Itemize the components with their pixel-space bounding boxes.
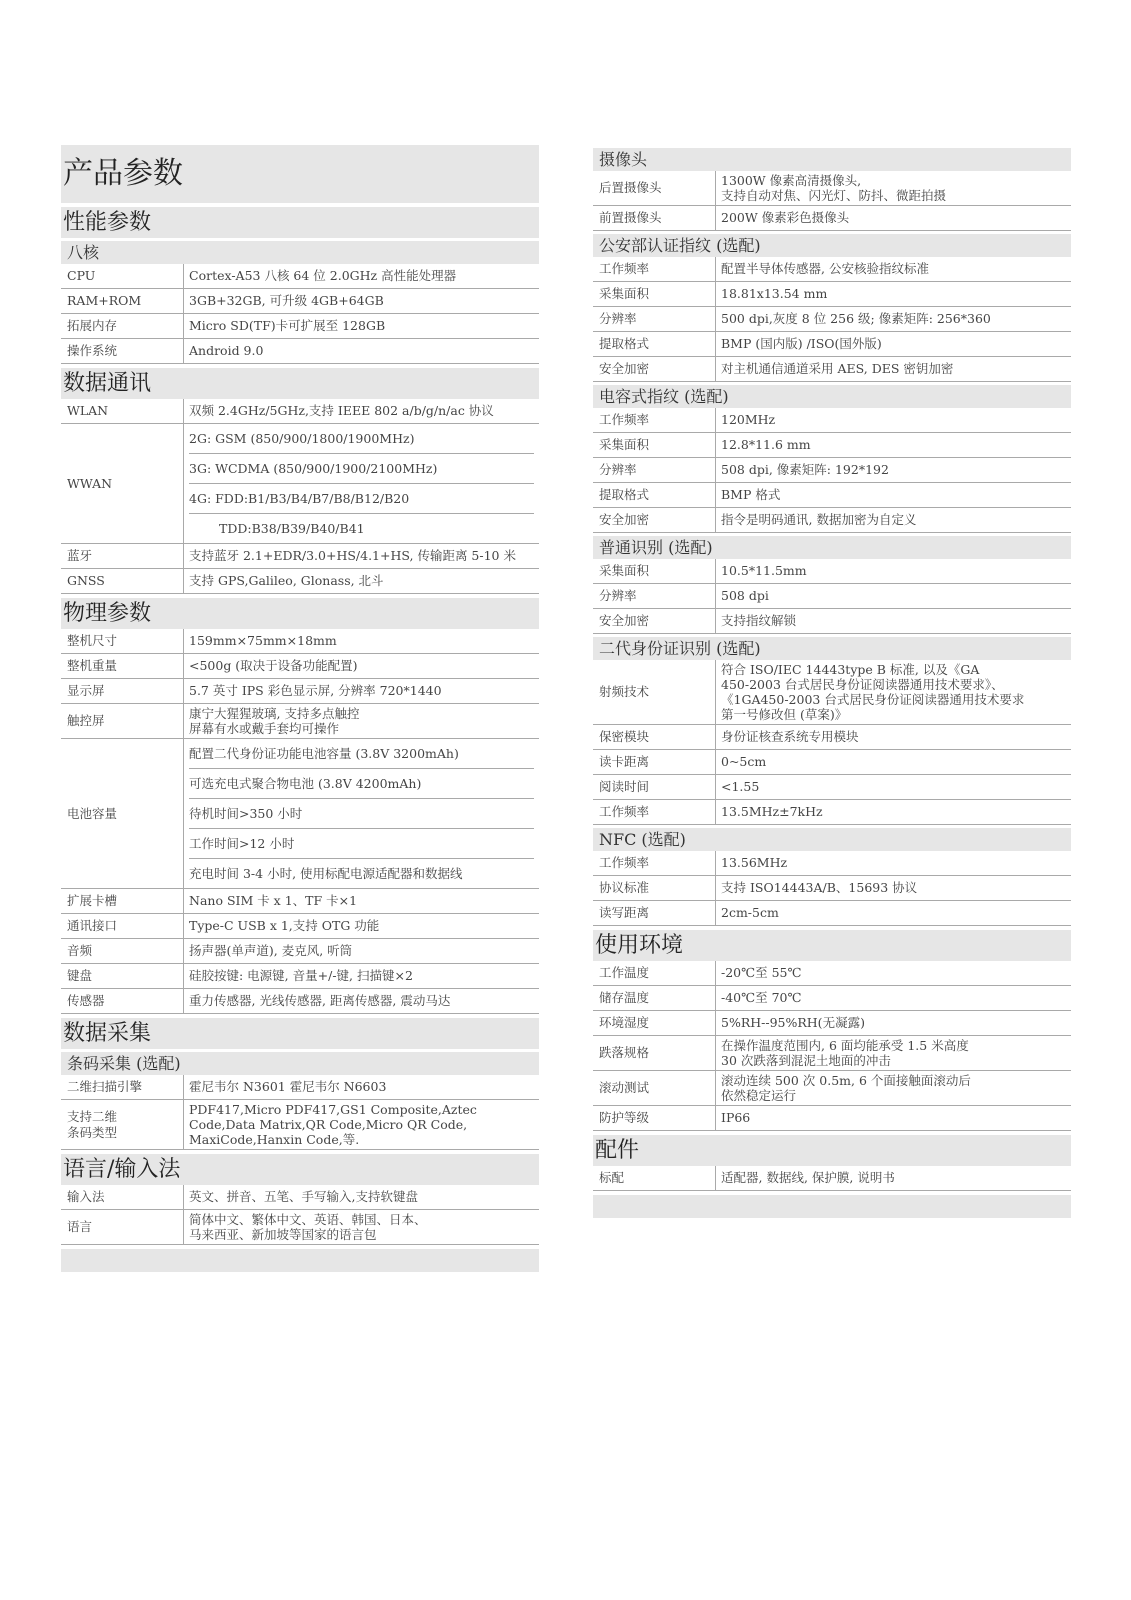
spec-value	[716, 961, 1071, 985]
spec-value	[716, 775, 1071, 799]
spec-label: 读卡距离	[593, 750, 716, 774]
spec-value-line: 450-2003 台式居民身份证阅读器通用技术要求》、	[721, 677, 1004, 692]
spec-value	[716, 171, 1071, 205]
spec-label: 安全加密	[593, 508, 716, 532]
spec-value-line: IP66	[721, 1110, 751, 1125]
spec-value	[716, 851, 1071, 875]
spec-value-line: 屏幕有水或戴手套均可操作	[189, 721, 340, 736]
spec-value-line: 支持 ISO14443A/B、15693 协议	[721, 880, 918, 895]
spec-value-line: 对主机通信通道采用 AES, DES 密钥加密	[721, 361, 954, 376]
spec-row	[593, 508, 1071, 533]
spec-label: WWAN	[61, 424, 184, 543]
spec-label: 整机尺寸	[61, 629, 184, 653]
spec-row	[593, 171, 1071, 206]
spec-value-line: 508 dpi	[721, 588, 769, 603]
spec-row	[61, 939, 539, 964]
spec-value	[184, 264, 539, 288]
spec-row	[593, 483, 1071, 508]
spec-value-line: 适配器, 数据线, 保护膜, 说明书	[721, 1170, 895, 1185]
spec-value-line: 0~5cm	[721, 754, 767, 769]
spec-value-line: 符合 ISO/IEC 14443type B 标准, 以及《GA	[721, 662, 980, 677]
spec-label: 标配	[593, 1166, 716, 1190]
spec-label: 保密模块	[593, 725, 716, 749]
spec-label: 输入法	[61, 1185, 184, 1209]
spec-row	[61, 544, 539, 569]
spec-value	[184, 544, 539, 568]
spec-value	[716, 433, 1071, 457]
spec-label: CPU	[61, 264, 184, 288]
spec-row	[593, 1036, 1071, 1071]
spec-label: 操作系统	[61, 339, 184, 363]
spec-label: 二维扫描引擎	[61, 1075, 184, 1099]
spec-label: 滚动测试	[593, 1071, 716, 1105]
spec-row	[593, 961, 1071, 986]
spec-label: 蓝牙	[61, 544, 184, 568]
spec-value-line: 第一号修改但 (草案)》	[721, 707, 848, 722]
spec-value	[184, 1100, 539, 1149]
spec-value	[716, 508, 1071, 532]
spec-label: 分辨率	[593, 458, 716, 482]
spec-value-line: 硅胶按键: 电源键, 音量+/-键, 扫描键×2	[189, 968, 413, 983]
spec-value-line: 在操作温度范围内, 6 面均能承受 1.5 米高度	[721, 1038, 969, 1053]
spec-value	[716, 1036, 1071, 1070]
spec-value	[716, 1166, 1071, 1190]
spec-value-subrow: 2G: GSM (850/900/1800/1900MHz)	[189, 424, 534, 454]
spec-row	[593, 282, 1071, 307]
spec-label: 采集面积	[593, 559, 716, 583]
spec-value-subrow: 待机时间>350 小时	[189, 799, 534, 829]
spec-row	[61, 679, 539, 704]
spec-value-line: 5%RH--95%RH(无凝露)	[721, 1015, 865, 1030]
spec-label: 后置摄像头	[593, 171, 716, 205]
subsection-heading: 摄像头	[593, 148, 1071, 171]
spec-label: 射频技术	[593, 660, 716, 724]
section-heading: 性能参数	[61, 207, 539, 238]
spec-value	[184, 629, 539, 653]
subsection-heading: NFC (选配)	[593, 828, 1071, 851]
spec-label: 分辨率	[593, 307, 716, 331]
spec-row	[593, 986, 1071, 1011]
spec-row	[593, 725, 1071, 750]
section-heading: 配件	[593, 1135, 1071, 1166]
spec-value-subrow: 3G: WCDMA (850/900/1900/2100MHz)	[189, 454, 534, 484]
spec-value-line: MaxiCode,Hanxin Code,等.	[189, 1132, 360, 1147]
spec-value-line: 依然稳定运行	[721, 1088, 797, 1103]
spec-label: 传感器	[61, 989, 184, 1013]
spec-row	[61, 399, 539, 424]
spec-row	[61, 339, 539, 364]
spec-value-line: BMP 格式	[721, 487, 781, 502]
spec-value-line: 霍尼韦尔 N3601 霍尼韦尔 N6603	[189, 1079, 387, 1094]
spec-value	[184, 424, 539, 543]
spec-row	[61, 889, 539, 914]
spec-value-line: 支持自动对焦、闪光灯、防抖、微距拍摄	[721, 188, 947, 203]
spec-value-block	[721, 171, 1066, 205]
spec-value	[184, 704, 539, 738]
spec-row	[61, 914, 539, 939]
spec-row	[61, 289, 539, 314]
subsection-heading: 八核	[61, 241, 539, 264]
spec-value-line: 双频 2.4GHz/5GHz,支持 IEEE 802 a/b/g/n/ac 协议	[189, 403, 494, 418]
spec-value-line: 159mm×75mm×18mm	[189, 633, 337, 648]
spec-value	[184, 889, 539, 913]
spec-value-line: -40℃至 70℃	[721, 990, 802, 1005]
spec-label: 安全加密	[593, 357, 716, 381]
spec-value-subrow: 充电时间 3-4 小时, 使用标配电源适配器和数据线	[189, 866, 463, 881]
spec-label: 键盘	[61, 964, 184, 988]
spec-value	[716, 307, 1071, 331]
spec-label: 显示屏	[61, 679, 184, 703]
spec-value-line: 马来西亚、新加坡等国家的语言包	[189, 1227, 377, 1242]
section-heading: 使用环境	[593, 930, 1071, 961]
spec-label: 语言	[61, 1210, 184, 1244]
right-column	[593, 145, 1071, 1218]
spec-value	[716, 1106, 1071, 1130]
spec-value-line: 重力传感器, 光线传感器, 距离传感器, 震动马达	[189, 993, 451, 1008]
spec-value	[716, 725, 1071, 749]
spec-label: 拓展内存	[61, 314, 184, 338]
spec-value	[184, 289, 539, 313]
spec-value-line: 500 dpi,灰度 8 位 256 级; 像素矩阵: 256*360	[721, 311, 991, 326]
spec-row	[593, 559, 1071, 584]
spec-label: 阅读时间	[593, 775, 716, 799]
spec-label: 工作频率	[593, 408, 716, 432]
spec-label: 工作频率	[593, 851, 716, 875]
spec-label: 防护等级	[593, 1106, 716, 1130]
spec-row	[593, 750, 1071, 775]
spec-value-block	[721, 660, 1066, 724]
spec-label: 采集面积	[593, 433, 716, 457]
spec-value-block	[721, 1036, 1066, 1070]
spec-row	[593, 1071, 1071, 1106]
spec-value-line: <500g (取决于设备功能配置)	[189, 658, 358, 673]
spec-value	[716, 609, 1071, 633]
spec-label: 整机重量	[61, 654, 184, 678]
spec-row	[593, 609, 1071, 634]
spec-row	[593, 332, 1071, 357]
spec-row	[61, 1100, 539, 1150]
spec-row	[61, 989, 539, 1014]
spec-value-line: 13.56MHz	[721, 855, 788, 870]
spec-label: 工作频率	[593, 800, 716, 824]
spec-label: 跌落规格	[593, 1036, 716, 1070]
spec-row	[61, 264, 539, 289]
spec-value	[716, 876, 1071, 900]
spec-label: 工作温度	[593, 961, 716, 985]
spec-value	[716, 1071, 1071, 1105]
spec-row	[61, 964, 539, 989]
spec-row	[593, 257, 1071, 282]
spec-label: GNSS	[61, 569, 184, 593]
spec-value-line: 120MHz	[721, 412, 776, 427]
spec-value-line: 身份证核查系统专用模块	[721, 729, 859, 744]
spec-value-line: Type-C USB x 1,支持 OTG 功能	[189, 918, 380, 933]
spec-row	[593, 660, 1071, 725]
section-heading: 语言/输入法	[61, 1154, 539, 1185]
spec-row	[593, 901, 1071, 926]
spec-value-line: Code,Data Matrix,QR Code,Micro QR Code,	[189, 1117, 468, 1132]
spec-value	[716, 408, 1071, 432]
spec-value	[716, 800, 1071, 824]
spec-row	[61, 1185, 539, 1210]
spec-label: WLAN	[61, 399, 184, 423]
spec-value-subrow: TDD:B38/B39/B40/B41	[219, 521, 365, 536]
spec-value	[184, 964, 539, 988]
spec-value-subrow: 配置二代身份证功能电池容量 (3.8V 3200mAh)	[189, 739, 534, 769]
spec-value-line: 简体中文、繁体中文、英语、韩国、日本、	[189, 1212, 427, 1227]
spec-value	[716, 458, 1071, 482]
spec-value	[716, 750, 1071, 774]
spec-value-block	[189, 1210, 534, 1244]
spec-value	[716, 357, 1071, 381]
spec-value-line: 配置半导体传感器, 公安核验指纹标准	[721, 261, 929, 276]
spec-label: 储存温度	[593, 986, 716, 1010]
spec-value-line: 扬声器(单声道), 麦克风, 听筒	[189, 943, 353, 958]
spec-value-line: 指令是明码通讯, 数据加密为自定义	[721, 512, 917, 527]
spec-row	[593, 851, 1071, 876]
section-heading: 数据采集	[61, 1018, 539, 1049]
spec-label: 读写距离	[593, 901, 716, 925]
spec-value-line: PDF417,Micro PDF417,GS1 Composite,Aztec	[189, 1102, 477, 1117]
spec-label: 环境湿度	[593, 1011, 716, 1035]
spec-value-line: 支持指纹解锁	[721, 613, 797, 628]
spec-label: 扩展卡槽	[61, 889, 184, 913]
spec-row	[593, 876, 1071, 901]
spec-value-line: <1.55	[721, 779, 760, 794]
spec-row	[61, 314, 539, 339]
spec-row	[593, 584, 1071, 609]
spec-label: 电池容量	[61, 739, 184, 888]
spec-row	[593, 1106, 1071, 1131]
spec-label: RAM+ROM	[61, 289, 184, 313]
spec-value-line: Android 9.0	[189, 343, 264, 358]
spec-value	[184, 1210, 539, 1244]
subsection-heading: 普通识别 (选配)	[593, 536, 1071, 559]
spec-value	[184, 399, 539, 423]
spec-value-line: 13.5MHz±7kHz	[721, 804, 823, 819]
spec-label: 前置摄像头	[593, 206, 716, 230]
spec-value	[184, 1075, 539, 1099]
spec-value-line: 支持 GPS,Galileo, Glonass, 北斗	[189, 573, 384, 588]
spec-value-block	[189, 1100, 534, 1149]
subsection-heading: 公安部认证指纹 (选配)	[593, 234, 1071, 257]
spec-value-line: 《1GA450-2003 台式居民身份证阅读器通用技术要求	[721, 692, 1025, 707]
spec-value-line: 英文、拼音、五笔、手写输入,支持软键盘	[189, 1189, 418, 1204]
spec-value	[716, 483, 1071, 507]
spec-value-line: 5.7 英寸 IPS 彩色显示屏, 分辨率 720*1440	[189, 683, 442, 698]
spec-row	[61, 704, 539, 739]
spec-value	[716, 206, 1071, 230]
spec-row	[593, 408, 1071, 433]
page-title: 产品参数	[61, 145, 539, 203]
spec-value-line: 18.81x13.54 mm	[721, 286, 828, 301]
footer-bar	[61, 1249, 539, 1272]
spec-value-line: 3GB+32GB, 可升级 4GB+64GB	[189, 293, 384, 308]
spec-value-line: 30 次跌落到混泥土地面的冲击	[721, 1053, 891, 1068]
spec-value-line: 12.8*11.6 mm	[721, 437, 811, 452]
spec-value	[716, 282, 1071, 306]
spec-row	[593, 307, 1071, 332]
spec-value-line: 2cm-5cm	[721, 905, 779, 920]
spec-label: 分辨率	[593, 584, 716, 608]
spec-value-subrow: 4G: FDD:B1/B3/B4/B7/B8/B12/B20	[189, 484, 534, 514]
spec-value	[716, 559, 1071, 583]
spec-value-line: Cortex-A53 八核 64 位 2.0GHz 高性能处理器	[189, 268, 457, 283]
spec-value-line: 滚动连续 500 次 0.5m, 6 个面接触面滚动后	[721, 1073, 971, 1088]
section-heading: 物理参数	[61, 598, 539, 629]
spec-value	[716, 660, 1071, 724]
spec-value	[184, 739, 539, 888]
spec-label: 工作频率	[593, 257, 716, 281]
spec-value-line: 支持蓝牙 2.1+EDR/3.0+HS/4.1+HS, 传输距离 5-10 米	[189, 548, 516, 563]
spec-value-subrow: 工作时间>12 小时	[189, 829, 534, 859]
spec-row	[61, 569, 539, 594]
spec-row	[593, 800, 1071, 825]
spec-value-line: Micro SD(TF)卡可扩展至 128GB	[189, 318, 386, 333]
subsection-heading: 二代身份证识别 (选配)	[593, 637, 1071, 660]
spec-value-line: -20℃至 55℃	[721, 965, 802, 980]
spec-row	[61, 1075, 539, 1100]
spec-label: 采集面积	[593, 282, 716, 306]
spec-label: 支持二维 条码类型	[61, 1100, 184, 1149]
spec-row	[61, 739, 539, 889]
spec-value	[716, 1011, 1071, 1035]
spec-value-line: 10.5*11.5mm	[721, 563, 807, 578]
spec-value-block	[189, 704, 534, 738]
subsection-heading: 条码采集 (选配)	[61, 1052, 539, 1075]
spec-value-subrow: 可选充电式聚合物电池 (3.8V 4200mAh)	[189, 769, 534, 799]
spec-value-line: 508 dpi, 像素矩阵: 192*192	[721, 462, 889, 477]
subsection-heading: 电容式指纹 (选配)	[593, 385, 1071, 408]
spec-value	[184, 339, 539, 363]
spec-value	[184, 1185, 539, 1209]
spec-row	[593, 1166, 1071, 1191]
spec-value-line: 1300W 像素高清摄像头,	[721, 173, 862, 188]
spec-label: 协议标准	[593, 876, 716, 900]
spec-label: 提取格式	[593, 483, 716, 507]
section-heading: 数据通讯	[61, 368, 539, 399]
spec-label: 通讯接口	[61, 914, 184, 938]
spec-row	[593, 775, 1071, 800]
spec-value-block	[721, 1071, 1066, 1105]
spec-value-line: 康宁大猩猩玻璃, 支持多点触控	[189, 706, 360, 721]
spec-row	[593, 458, 1071, 483]
spec-value	[716, 332, 1071, 356]
spec-value	[716, 257, 1071, 281]
left-column	[61, 145, 539, 1272]
spec-value	[184, 679, 539, 703]
spec-row	[593, 433, 1071, 458]
spec-value	[716, 584, 1071, 608]
footer-bar	[593, 1195, 1071, 1218]
spec-label: 触控屏	[61, 704, 184, 738]
spec-value	[184, 989, 539, 1013]
spec-row	[61, 629, 539, 654]
spec-value	[716, 901, 1071, 925]
spec-value-line: Nano SIM 卡 x 1、TF 卡×1	[189, 893, 358, 908]
spec-value	[184, 939, 539, 963]
spec-value-line: 200W 像素彩色摄像头	[721, 210, 850, 225]
spec-row	[61, 1210, 539, 1245]
spec-value	[184, 914, 539, 938]
spec-label: 音频	[61, 939, 184, 963]
spec-row	[61, 424, 539, 544]
spec-value	[184, 569, 539, 593]
spec-row	[593, 357, 1071, 382]
spec-row	[61, 654, 539, 679]
spec-value	[184, 654, 539, 678]
spec-value	[184, 314, 539, 338]
spec-label: 提取格式	[593, 332, 716, 356]
spec-value	[716, 986, 1071, 1010]
spec-label: 安全加密	[593, 609, 716, 633]
spec-value-line: BMP (国内版) /ISO(国外版)	[721, 336, 882, 351]
spec-row	[593, 206, 1071, 231]
spec-row	[593, 1011, 1071, 1036]
